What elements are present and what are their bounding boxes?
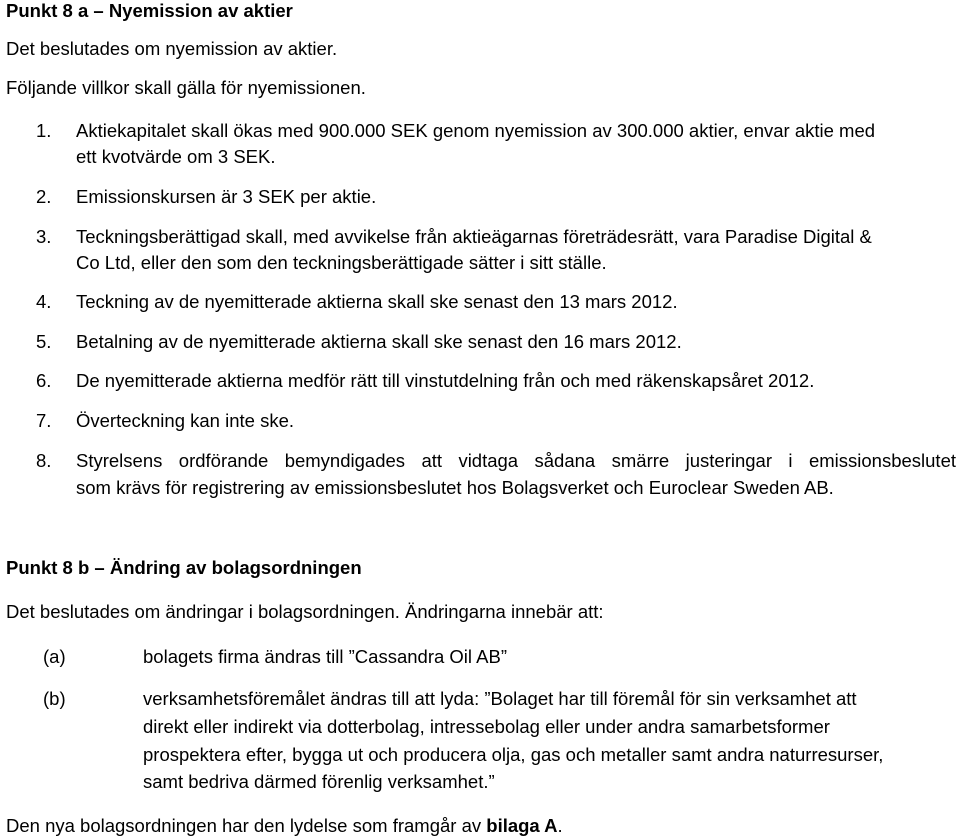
closing-suffix: . <box>557 815 563 836</box>
list-item-text: Emissionskursen är 3 SEK per aktie. <box>76 186 377 207</box>
list-item-number: 6. <box>36 370 52 391</box>
list-item-number: 7. <box>36 410 52 431</box>
list-item-text: Betalning av de nyemitterade aktierna skall ske senast den 16 mars 2012. <box>76 331 682 352</box>
section-a-intro-2: Följande villkor skall gälla för nyemissionen. <box>6 77 366 98</box>
appendix-reference: bilaga A <box>486 815 558 836</box>
section-a-intro-1: Det beslutades om nyemission av aktier. <box>6 38 338 59</box>
list-item-text: som krävs för registrering av emissionsbeslutet hos Bolagsverket och Euroclear Sweden AB. <box>76 477 834 498</box>
list-item-text: Styrelsens ordförande bemyndigades att vidtaga sådana smärre justeringar i emissionsbeslutet <box>76 450 956 471</box>
list-item-text: De nyemitterade aktierna medför rätt till vinstutdelning från och med räkenskapsåret 2012. <box>76 370 815 391</box>
list-item-text: Teckningsberättigad skall, med avvikelse från aktieägarnas företrädesrätt, vara Paradise Digital & <box>76 226 872 247</box>
list-item-text: Överteckning kan inte ske. <box>76 410 294 431</box>
list-item-number: 5. <box>36 331 52 352</box>
sub-item-text: verksamhetsföremålet ändras till att lyda: ”Bolaget har till föremål för sin verksamhet att <box>143 688 857 709</box>
sub-item-label: (b) <box>43 688 66 709</box>
sub-item-label: (a) <box>43 646 66 667</box>
list-item-text: Aktiekapitalet skall ökas med 900.000 SEK genom nyemission av 300.000 aktier, envar aktie med <box>76 120 876 141</box>
closing-paragraph <box>6 815 563 837</box>
list-item-number: 2. <box>36 186 52 207</box>
list-item-number: 8. <box>36 450 52 471</box>
list-item-number: 4. <box>36 291 52 312</box>
section-a-heading: Punkt 8 a – Nyemission av aktier <box>6 0 293 21</box>
list-item-text: Co Ltd, eller den som den teckningsberättigade sätter i sitt ställe. <box>76 252 607 273</box>
sub-item-text: direkt eller indirekt via dotterbolag, intressebolag eller under andra samarbetsformer <box>143 716 830 737</box>
list-item-number: 3. <box>36 226 52 247</box>
sub-item-text: samt bedriva därmed förenlig verksamhet.” <box>143 771 495 792</box>
section-b-heading: Punkt 8 b – Ändring av bolagsordningen <box>6 557 362 578</box>
list-item-number: 1. <box>36 120 52 141</box>
section-b-intro: Det beslutades om ändringar i bolagsordningen. Ändringarna innebär att: <box>6 601 604 622</box>
sub-item-text: prospektera efter, bygga ut och producera olja, gas och metaller samt andra naturresurser, <box>143 744 884 765</box>
list-item-text: ett kvotvärde om 3 SEK. <box>76 146 276 167</box>
closing-prefix: Den nya bolagsordningen har den lydelse som framgår av <box>6 815 487 836</box>
sub-item-text: bolagets firma ändras till ”Cassandra Oil AB” <box>143 646 507 667</box>
list-item-text: Teckning av de nyemitterade aktierna skall ske senast den 13 mars 2012. <box>76 291 678 312</box>
